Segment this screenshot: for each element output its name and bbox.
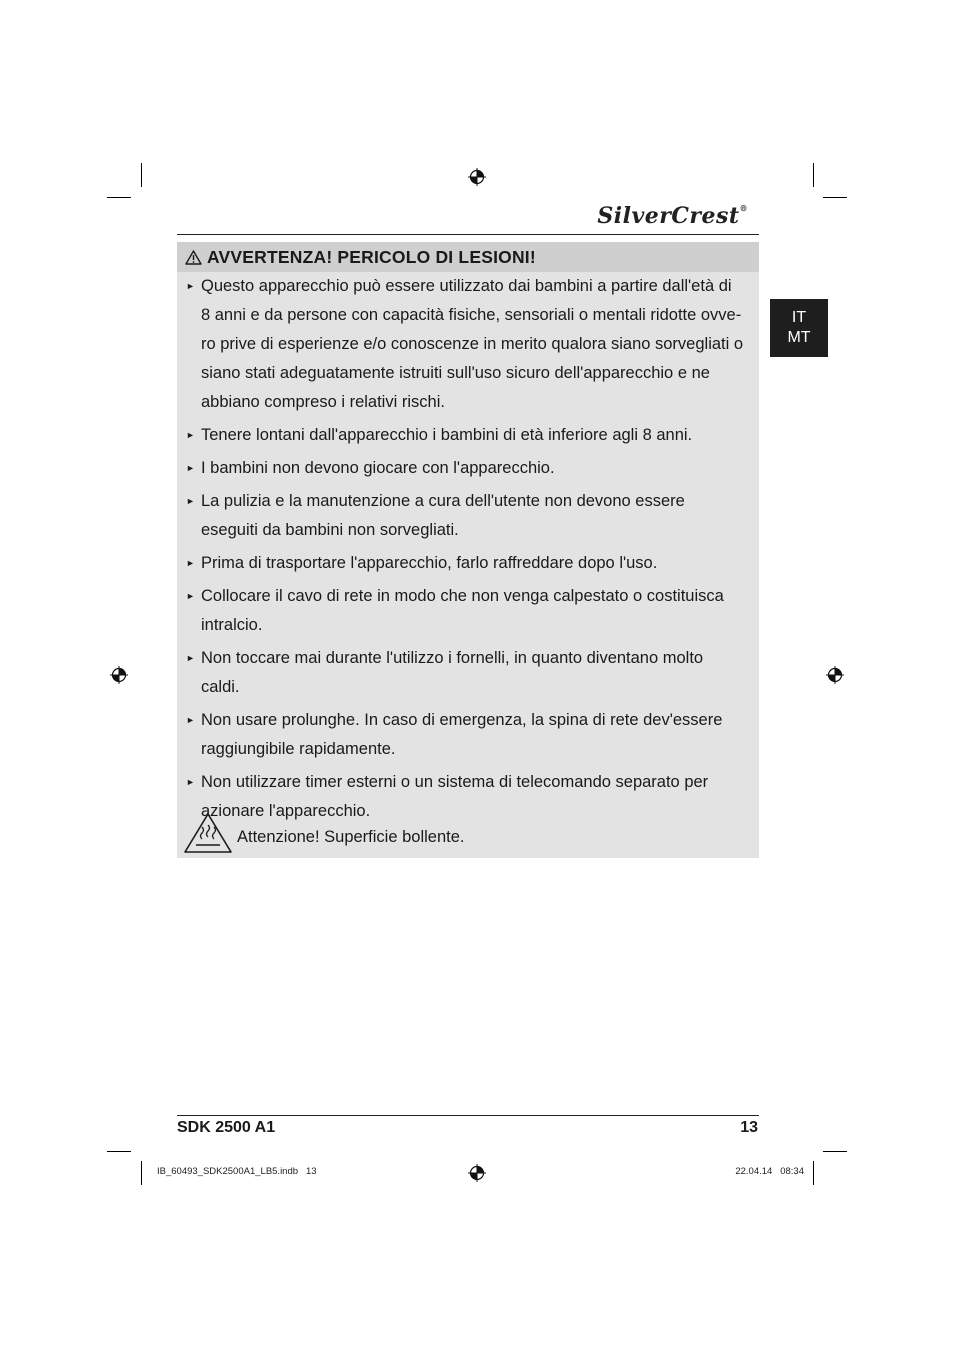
- list-item-text: Non toccare mai durante l'utilizzo i fornelli, in quanto diventano molto caldi.: [201, 649, 704, 696]
- list-item: [177, 421, 759, 450]
- warning-header: [177, 242, 759, 272]
- list-item: [177, 706, 759, 764]
- list-item-text: Collocare il cavo di rete in modo che non venga calpestato o costituisca intralcio.: [201, 587, 724, 634]
- crop-mark: [813, 163, 814, 187]
- bullet-arrow-icon: ►: [186, 777, 195, 787]
- bullet-arrow-icon: ►: [186, 496, 195, 506]
- crop-mark: [107, 197, 131, 198]
- registration-mark-icon: [826, 666, 844, 684]
- list-item-text: La pulizia e la manutenzione a cura dell'utente non devono essere eseguiti da bambini non sorvegliati.: [201, 492, 685, 539]
- warning-list: [177, 272, 759, 830]
- bullet-arrow-icon: ►: [186, 653, 195, 663]
- crop-mark: [107, 1151, 131, 1152]
- registration-mark-icon: [110, 666, 128, 684]
- hot-surface-notice: [183, 812, 743, 856]
- language-code-it: IT: [791, 309, 807, 326]
- slug-filename: IB_60493_SDK2500A1_LB5.indb 13: [157, 1166, 317, 1177]
- brand-name: SilverCrest: [597, 203, 740, 229]
- crop-mark: [141, 163, 142, 187]
- list-item: [177, 487, 759, 545]
- model-number: SDK 2500 A1: [177, 1119, 276, 1136]
- list-item-text: I bambini non devono giocare con l'apparecchio.: [201, 459, 555, 477]
- bullet-arrow-icon: ►: [186, 591, 195, 601]
- hot-surface-text: Attenzione! Superficie bollente.: [237, 828, 465, 846]
- registration-mark-icon: [468, 1164, 486, 1182]
- header-rule: [177, 234, 759, 235]
- registration-mark-icon: [468, 168, 486, 186]
- bullet-arrow-icon: ►: [186, 463, 195, 473]
- page-number: 13: [740, 1119, 758, 1136]
- list-item: [177, 272, 759, 417]
- slug-datetime: 22.04.14 08:34: [735, 1166, 804, 1177]
- language-code-mt: MT: [787, 329, 811, 346]
- crop-mark: [823, 197, 847, 198]
- bullet-arrow-icon: ►: [186, 558, 195, 568]
- list-item-text: Non utilizzare timer esterni o un sistema di telecomando separato per azionare l'apparecchio.: [201, 773, 709, 820]
- language-tab: [770, 299, 828, 357]
- list-item: [177, 582, 759, 640]
- list-item: [177, 644, 759, 702]
- list-item: [177, 549, 759, 578]
- hot-surface-icon: [183, 812, 233, 854]
- list-item: [177, 454, 759, 483]
- list-item-text: Tenere lontani dall'apparecchio i bambini di età inferiore agli 8 anni.: [201, 426, 693, 444]
- brand-logo: [597, 203, 748, 229]
- bullet-arrow-icon: ►: [186, 715, 195, 725]
- list-item-text: Non usare prolunghe. In caso di emergenza, la spina di rete dev'essere raggiungibile rapidamente.: [201, 711, 723, 758]
- footer-rule: [177, 1115, 759, 1116]
- list-item-text: Prima di trasportare l'apparecchio, farlo raffreddare dopo l'uso.: [201, 554, 658, 572]
- warning-title: AVVERTENZA! PERICOLO DI LESIONI!: [207, 247, 536, 267]
- warning-box: [177, 242, 759, 858]
- warning-triangle-icon: [185, 250, 202, 265]
- bullet-arrow-icon: ►: [186, 430, 195, 440]
- crop-mark: [823, 1151, 847, 1152]
- crop-mark: [813, 1161, 814, 1185]
- list-item-text: Questo apparecchio può essere utilizzato dai bambini a partire dall'età di 8 anni e da persone con capacità fisiche, sensoriali o mentali ridotte ovvero prive di esperienze e/o conoscenze in merito qualora siano sorvegliati o siano stati adeguatamente istruiti sull'uso sicuro dell'apparecchio e ne abbiano compreso i relativi rischi.: [201, 277, 744, 411]
- crop-mark: [141, 1161, 142, 1185]
- bullet-arrow-icon: ►: [186, 281, 195, 291]
- brand-mark: ®: [739, 203, 748, 213]
